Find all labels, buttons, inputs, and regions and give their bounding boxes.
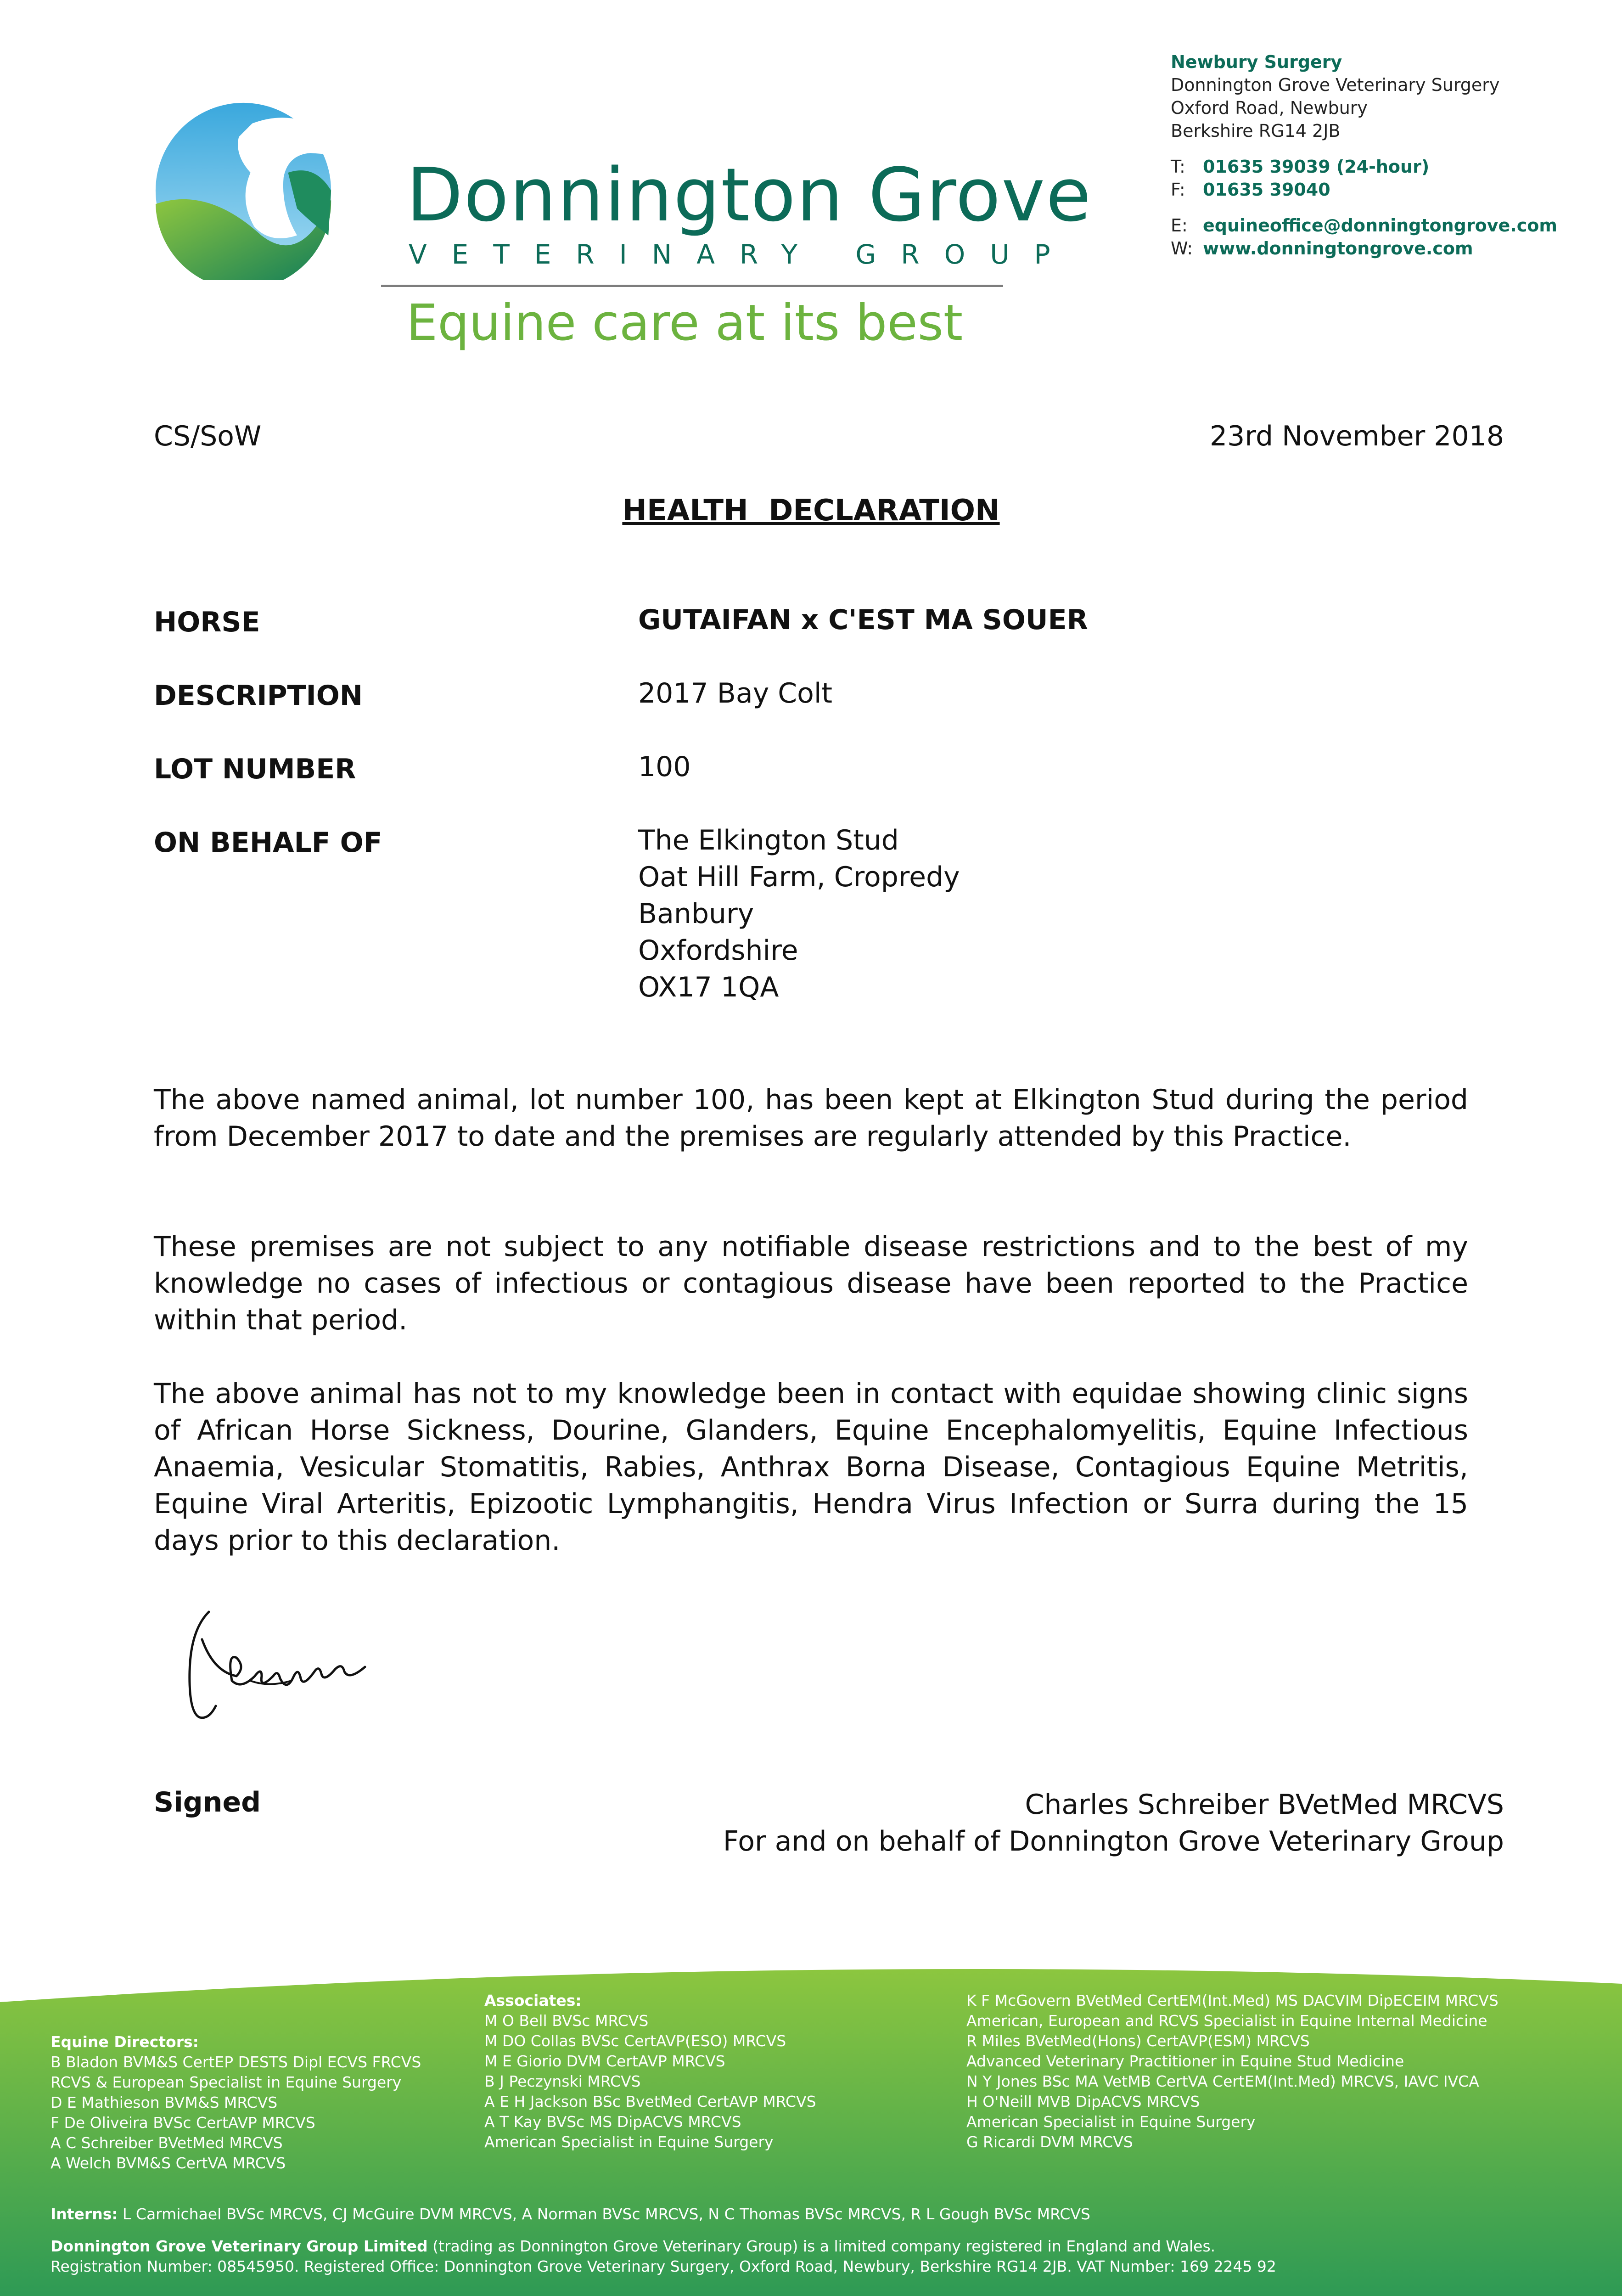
directors-list bbox=[51, 2032, 421, 2173]
address-line: Berkshire RG14 2JB bbox=[1171, 121, 1341, 141]
fax bbox=[1171, 178, 1557, 201]
associates-list-right bbox=[966, 1991, 1499, 2152]
address-line: OX17 1QA bbox=[638, 971, 779, 1003]
director-entry: F De Oliveira BVSc CertAVP MRCVS bbox=[51, 2114, 315, 2132]
website bbox=[1171, 237, 1557, 260]
telephone-number: 01635 39039 (24-hour) bbox=[1203, 157, 1430, 177]
practice-logo bbox=[154, 101, 333, 280]
director-entry: A C Schreiber BVetMed MRCVS bbox=[51, 2134, 283, 2152]
description-value: 2017 Bay Colt bbox=[638, 677, 833, 709]
lot-number-label: LOT NUMBER bbox=[154, 753, 356, 785]
director-entry: RCVS & European Specialist in Equine Surgery bbox=[51, 2073, 402, 2091]
registration-line: Registration Number: 08545950. Registered Office: Donnington Grove Veterinary Surgery, Oxford Road, Newbury, Berkshire RG14 2JB. VAT Number: 169 2245 92 bbox=[51, 2257, 1276, 2275]
associate-entry: Advanced Veterinary Practitioner in Equine Stud Medicine bbox=[966, 2052, 1404, 2070]
associate-entry: American Specialist in Equine Surgery bbox=[484, 2133, 774, 2151]
horse-label: HORSE bbox=[154, 606, 260, 638]
description-label: DESCRIPTION bbox=[154, 680, 363, 712]
interns-label: Interns: bbox=[51, 2205, 118, 2223]
email bbox=[1171, 214, 1557, 237]
associate-entry: A T Kay BVSc MS DipACVS MRCVS bbox=[484, 2113, 741, 2131]
telephone bbox=[1171, 155, 1557, 178]
associate-entry: H O'Neill MVB DipACVS MRCVS bbox=[966, 2093, 1200, 2110]
handwritten-signature bbox=[181, 1603, 374, 1736]
declaration-paragraph: These premises are not subject to any notifiable disease restrictions and to the best of my knowledge no cases of infectious or contagious disease have been reported to the Practice within that period. bbox=[154, 1231, 1468, 1336]
address-line: Oxford Road, Newbury bbox=[1171, 98, 1368, 118]
address-line: Oat Hill Farm, Cropredy bbox=[638, 861, 960, 893]
signer-name: Charles Schreiber BVetMed MRCVS bbox=[1025, 1789, 1504, 1821]
on-behalf-of-label: ON BEHALF OF bbox=[154, 827, 382, 859]
declaration-paragraph: The above named animal, lot number 100, has been kept at Elkington Stud during the period from December 2017 to date and the premises are regularly attended by this Practice. bbox=[154, 1084, 1468, 1153]
company-details: (trading as Donnington Grove Veterinary Group) is a limited company registered in England and Wales. bbox=[427, 2237, 1216, 2255]
director-entry: D E Mathieson BVM&S MRCVS bbox=[51, 2093, 278, 2111]
associate-entry: M O Bell BVSc MRCVS bbox=[484, 2012, 649, 2030]
email-address[interactable]: equineoffice@donningtongrove.com bbox=[1203, 215, 1557, 236]
brand-divider bbox=[381, 285, 1003, 287]
signer-on-behalf: For and on behalf of Donnington Grove Veterinary Group bbox=[723, 1825, 1504, 1857]
associate-entry: M E Giorio DVM CertAVP MRCVS bbox=[484, 2052, 725, 2070]
document-reference: CS/SoW bbox=[154, 420, 262, 452]
associate-entry: N Y Jones BSc MA VetMB CertVA CertEM(Int.Med) MRCVS, IAVC IVCA bbox=[966, 2072, 1479, 2090]
associate-entry: G Ricardi DVM MRCVS bbox=[966, 2133, 1133, 2151]
signer-block bbox=[723, 1786, 1504, 1860]
associates-title: Associates: bbox=[484, 1992, 582, 2009]
associate-entry: R Miles BVetMed(Hons) CertAVP(ESM) MRCVS bbox=[966, 2032, 1310, 2050]
website-label: W: bbox=[1171, 238, 1193, 259]
address-line: Banbury bbox=[638, 898, 754, 930]
document-date: 23rd November 2018 bbox=[1209, 420, 1504, 452]
fax-number: 01635 39040 bbox=[1203, 180, 1330, 200]
address-line: The Elkington Stud bbox=[638, 824, 899, 856]
signed-label: Signed bbox=[154, 1786, 261, 1818]
declaration-paragraph: The above animal has not to my knowledge been in contact with equidae showing clinic signs of African Horse Sickness, Dourine, Glanders, Equine Encephalomyelitis, Equine Infectious Anaemia, Vesicular Stomatitis, Rabies, Anthrax Borna Disease, Contagious Equine Metritis, Equine Viral Arteritis, Epizootic Lymphangitis, Hendra Virus Infection or Surra during the 15 days prior to this declaration. bbox=[154, 1378, 1468, 1557]
company-line bbox=[51, 2236, 1215, 2257]
brand-tagline: Equine care at its best bbox=[406, 294, 963, 352]
associate-entry: K F McGovern BVetMed CertEM(Int.Med) MS DACVIM DipECEIM MRCVS bbox=[966, 1992, 1499, 2009]
associate-entry: M DO Collas BVSc CertAVP(ESO) MRCVS bbox=[484, 2032, 786, 2050]
horse-value: GUTAIFAN x C'EST MA SOUER bbox=[638, 604, 1088, 636]
address-line: Donnington Grove Veterinary Surgery bbox=[1171, 75, 1500, 95]
fax-label: F: bbox=[1171, 180, 1185, 200]
document-title: HEALTH DECLARATION bbox=[622, 494, 1000, 528]
lot-number-value: 100 bbox=[638, 751, 691, 783]
associates-list bbox=[484, 1991, 816, 2152]
interns-list: L Carmichael BVSc MRCVS, CJ McGuire DVM MRCVS, A Norman BVSc MRCVS, N C Thomas BVSc MRCVS, R L Gough BVSc MRCVS bbox=[123, 2205, 1090, 2223]
brand-name: Donnington Grove bbox=[406, 152, 1092, 238]
on-behalf-of-address bbox=[638, 822, 960, 1006]
telephone-label: T: bbox=[1171, 157, 1185, 177]
associate-entry: American, European and RCVS Specialist in Equine Internal Medicine bbox=[966, 2012, 1487, 2030]
surgery-name: Newbury Surgery bbox=[1171, 52, 1342, 72]
company-name: Donnington Grove Veterinary Group Limited bbox=[51, 2237, 428, 2255]
director-entry: B Bladon BVM&S CertEP DESTS Dipl ECVS FRCVS bbox=[51, 2053, 421, 2071]
email-label: E: bbox=[1171, 215, 1188, 236]
interns-line bbox=[51, 2204, 1090, 2224]
associate-entry: American Specialist in Equine Surgery bbox=[966, 2113, 1256, 2131]
directors-title: Equine Directors: bbox=[51, 2033, 199, 2051]
director-entry: A Welch BVM&S CertVA MRCVS bbox=[51, 2154, 286, 2172]
website-url[interactable]: www.donningtongrove.com bbox=[1203, 238, 1473, 259]
associate-entry: A E H Jackson BSc BvetMed CertAVP MRCVS bbox=[484, 2093, 816, 2110]
brand-subtitle: VETERINARY GROUP bbox=[409, 239, 1075, 270]
address-line: Oxfordshire bbox=[638, 934, 798, 967]
associate-entry: B J Peczynski MRCVS bbox=[484, 2072, 641, 2090]
contact-block bbox=[1171, 51, 1557, 260]
